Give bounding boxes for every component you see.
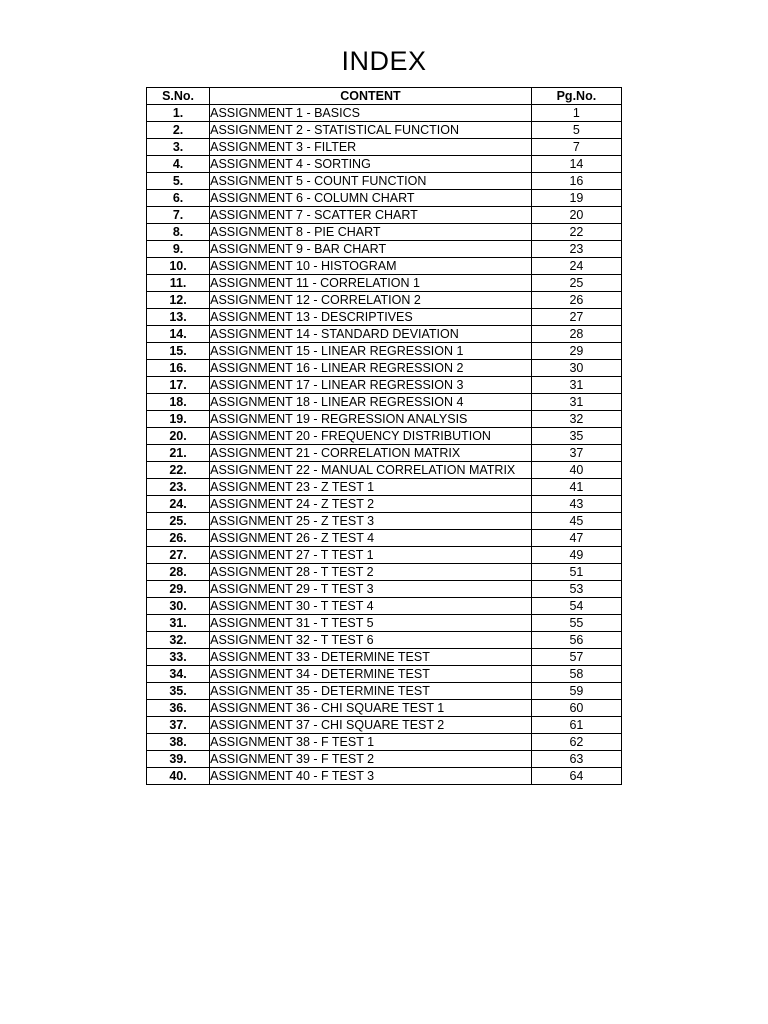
row-content: ASSIGNMENT 9 - BAR CHART: [210, 241, 532, 258]
row-content: ASSIGNMENT 25 - Z TEST 3: [210, 513, 532, 530]
row-sno: 17.: [147, 377, 210, 394]
row-sno: 37.: [147, 717, 210, 734]
row-sno: 8.: [147, 224, 210, 241]
table-row: [147, 326, 622, 343]
row-page-number: 62: [531, 734, 621, 751]
row-sno: 27.: [147, 547, 210, 564]
row-page-number: 31: [531, 377, 621, 394]
row-page-number: 57: [531, 649, 621, 666]
table-row: [147, 615, 622, 632]
table-row: [147, 581, 622, 598]
row-page-number: 64: [531, 768, 621, 785]
row-page-number: 16: [531, 173, 621, 190]
page-title: INDEX: [341, 46, 427, 76]
table-body: [147, 105, 622, 785]
row-sno: 22.: [147, 462, 210, 479]
row-sno: 3.: [147, 139, 210, 156]
row-page-number: 7: [531, 139, 621, 156]
row-page-number: 60: [531, 700, 621, 717]
row-sno: 23.: [147, 479, 210, 496]
table-row: [147, 564, 622, 581]
row-content: ASSIGNMENT 7 - SCATTER CHART: [210, 207, 532, 224]
row-page-number: 22: [531, 224, 621, 241]
row-page-number: 61: [531, 717, 621, 734]
row-sno: 18.: [147, 394, 210, 411]
row-content: ASSIGNMENT 16 - LINEAR REGRESSION 2: [210, 360, 532, 377]
row-content: ASSIGNMENT 35 - DETERMINE TEST: [210, 683, 532, 700]
row-page-number: 29: [531, 343, 621, 360]
row-page-number: 51: [531, 564, 621, 581]
row-content: ASSIGNMENT 24 - Z TEST 2: [210, 496, 532, 513]
row-content: ASSIGNMENT 20 - FREQUENCY DISTRIBUTION: [210, 428, 532, 445]
table-row: [147, 700, 622, 717]
row-content: ASSIGNMENT 12 - CORRELATION 2: [210, 292, 532, 309]
header-content: CONTENT: [210, 88, 532, 105]
row-content: ASSIGNMENT 26 - Z TEST 4: [210, 530, 532, 547]
row-content: ASSIGNMENT 18 - LINEAR REGRESSION 4: [210, 394, 532, 411]
table-row: [147, 224, 622, 241]
table-row: [147, 292, 622, 309]
header-page: Pg.No.: [531, 88, 621, 105]
row-page-number: 41: [531, 479, 621, 496]
row-content: ASSIGNMENT 39 - F TEST 2: [210, 751, 532, 768]
row-page-number: 54: [531, 598, 621, 615]
row-sno: 33.: [147, 649, 210, 666]
header-sno: S.No.: [147, 88, 210, 105]
table-row: [147, 632, 622, 649]
row-sno: 9.: [147, 241, 210, 258]
table-row: [147, 105, 622, 122]
row-content: ASSIGNMENT 36 - CHI SQUARE TEST 1: [210, 700, 532, 717]
row-page-number: 40: [531, 462, 621, 479]
row-page-number: 58: [531, 666, 621, 683]
row-sno: 1.: [147, 105, 210, 122]
table-row: [147, 768, 622, 785]
row-sno: 11.: [147, 275, 210, 292]
row-content: ASSIGNMENT 6 - COLUMN CHART: [210, 190, 532, 207]
table-row: [147, 156, 622, 173]
row-content: ASSIGNMENT 11 - CORRELATION 1: [210, 275, 532, 292]
table-row: [147, 717, 622, 734]
table-row: [147, 394, 622, 411]
row-page-number: 56: [531, 632, 621, 649]
row-page-number: 20: [531, 207, 621, 224]
table-row: [147, 360, 622, 377]
table-row: [147, 173, 622, 190]
row-content: ASSIGNMENT 33 - DETERMINE TEST: [210, 649, 532, 666]
row-content: ASSIGNMENT 17 - LINEAR REGRESSION 3: [210, 377, 532, 394]
row-content: ASSIGNMENT 3 - FILTER: [210, 139, 532, 156]
row-content: ASSIGNMENT 31 - T TEST 5: [210, 615, 532, 632]
row-sno: 5.: [147, 173, 210, 190]
row-content: ASSIGNMENT 30 - T TEST 4: [210, 598, 532, 615]
row-page-number: 37: [531, 445, 621, 462]
row-sno: 32.: [147, 632, 210, 649]
row-content: ASSIGNMENT 13 - DESCRIPTIVES: [210, 309, 532, 326]
row-page-number: 1: [531, 105, 621, 122]
table-row: [147, 649, 622, 666]
index-table: [146, 87, 622, 785]
row-page-number: 53: [531, 581, 621, 598]
row-sno: 39.: [147, 751, 210, 768]
row-sno: 35.: [147, 683, 210, 700]
row-sno: 31.: [147, 615, 210, 632]
table-row: [147, 241, 622, 258]
row-content: ASSIGNMENT 27 - T TEST 1: [210, 547, 532, 564]
row-page-number: 23: [531, 241, 621, 258]
row-sno: 38.: [147, 734, 210, 751]
row-content: ASSIGNMENT 37 - CHI SQUARE TEST 2: [210, 717, 532, 734]
row-page-number: 35: [531, 428, 621, 445]
row-content: ASSIGNMENT 1 - BASICS: [210, 105, 532, 122]
table-row: [147, 683, 622, 700]
row-page-number: 27: [531, 309, 621, 326]
row-sno: 12.: [147, 292, 210, 309]
row-page-number: 25: [531, 275, 621, 292]
row-sno: 21.: [147, 445, 210, 462]
row-sno: 36.: [147, 700, 210, 717]
row-content: ASSIGNMENT 10 - HISTOGRAM: [210, 258, 532, 275]
row-page-number: 47: [531, 530, 621, 547]
table-row: [147, 666, 622, 683]
table-row: [147, 258, 622, 275]
row-sno: 6.: [147, 190, 210, 207]
table-row: [147, 496, 622, 513]
row-page-number: 45: [531, 513, 621, 530]
row-content: ASSIGNMENT 19 - REGRESSION ANALYSIS: [210, 411, 532, 428]
row-page-number: 49: [531, 547, 621, 564]
row-page-number: 63: [531, 751, 621, 768]
row-page-number: 30: [531, 360, 621, 377]
table-row: [147, 598, 622, 615]
row-sno: 20.: [147, 428, 210, 445]
table-row: [147, 479, 622, 496]
row-sno: 2.: [147, 122, 210, 139]
row-content: ASSIGNMENT 32 - T TEST 6: [210, 632, 532, 649]
table-row: [147, 207, 622, 224]
row-sno: 30.: [147, 598, 210, 615]
table-row: [147, 139, 622, 156]
row-content: ASSIGNMENT 40 - F TEST 3: [210, 768, 532, 785]
row-sno: 7.: [147, 207, 210, 224]
row-page-number: 28: [531, 326, 621, 343]
row-sno: 14.: [147, 326, 210, 343]
row-sno: 10.: [147, 258, 210, 275]
row-content: ASSIGNMENT 34 - DETERMINE TEST: [210, 666, 532, 683]
row-sno: 16.: [147, 360, 210, 377]
row-page-number: 5: [531, 122, 621, 139]
table-row: [147, 445, 622, 462]
table-row: [147, 309, 622, 326]
row-content: ASSIGNMENT 8 - PIE CHART: [210, 224, 532, 241]
row-content: ASSIGNMENT 15 - LINEAR REGRESSION 1: [210, 343, 532, 360]
row-sno: 25.: [147, 513, 210, 530]
row-sno: 29.: [147, 581, 210, 598]
row-content: ASSIGNMENT 38 - F TEST 1: [210, 734, 532, 751]
table-row: [147, 734, 622, 751]
row-content: ASSIGNMENT 21 - CORRELATION MATRIX: [210, 445, 532, 462]
row-content: ASSIGNMENT 2 - STATISTICAL FUNCTION: [210, 122, 532, 139]
row-content: ASSIGNMENT 5 - COUNT FUNCTION: [210, 173, 532, 190]
row-content: ASSIGNMENT 23 - Z TEST 1: [210, 479, 532, 496]
row-sno: 13.: [147, 309, 210, 326]
row-content: ASSIGNMENT 29 - T TEST 3: [210, 581, 532, 598]
row-sno: 19.: [147, 411, 210, 428]
row-sno: 15.: [147, 343, 210, 360]
row-page-number: 14: [531, 156, 621, 173]
row-sno: 34.: [147, 666, 210, 683]
table-header-row: [147, 88, 622, 105]
table-row: [147, 530, 622, 547]
row-sno: 4.: [147, 156, 210, 173]
table-row: [147, 122, 622, 139]
row-content: ASSIGNMENT 4 - SORTING: [210, 156, 532, 173]
row-content: ASSIGNMENT 14 - STANDARD DEVIATION: [210, 326, 532, 343]
row-page-number: 55: [531, 615, 621, 632]
row-sno: 28.: [147, 564, 210, 581]
row-sno: 40.: [147, 768, 210, 785]
row-sno: 26.: [147, 530, 210, 547]
table-row: [147, 547, 622, 564]
table-row: [147, 462, 622, 479]
row-content: ASSIGNMENT 28 - T TEST 2: [210, 564, 532, 581]
row-sno: 24.: [147, 496, 210, 513]
row-page-number: 19: [531, 190, 621, 207]
row-page-number: 43: [531, 496, 621, 513]
table-row: [147, 513, 622, 530]
table-row: [147, 751, 622, 768]
table-row: [147, 428, 622, 445]
row-page-number: 59: [531, 683, 621, 700]
table-row: [147, 275, 622, 292]
row-page-number: 26: [531, 292, 621, 309]
table-row: [147, 343, 622, 360]
table-row: [147, 190, 622, 207]
row-content: ASSIGNMENT 22 - MANUAL CORRELATION MATRIX: [210, 462, 532, 479]
table-row: [147, 377, 622, 394]
row-page-number: 24: [531, 258, 621, 275]
row-page-number: 31: [531, 394, 621, 411]
table-row: [147, 411, 622, 428]
row-page-number: 32: [531, 411, 621, 428]
